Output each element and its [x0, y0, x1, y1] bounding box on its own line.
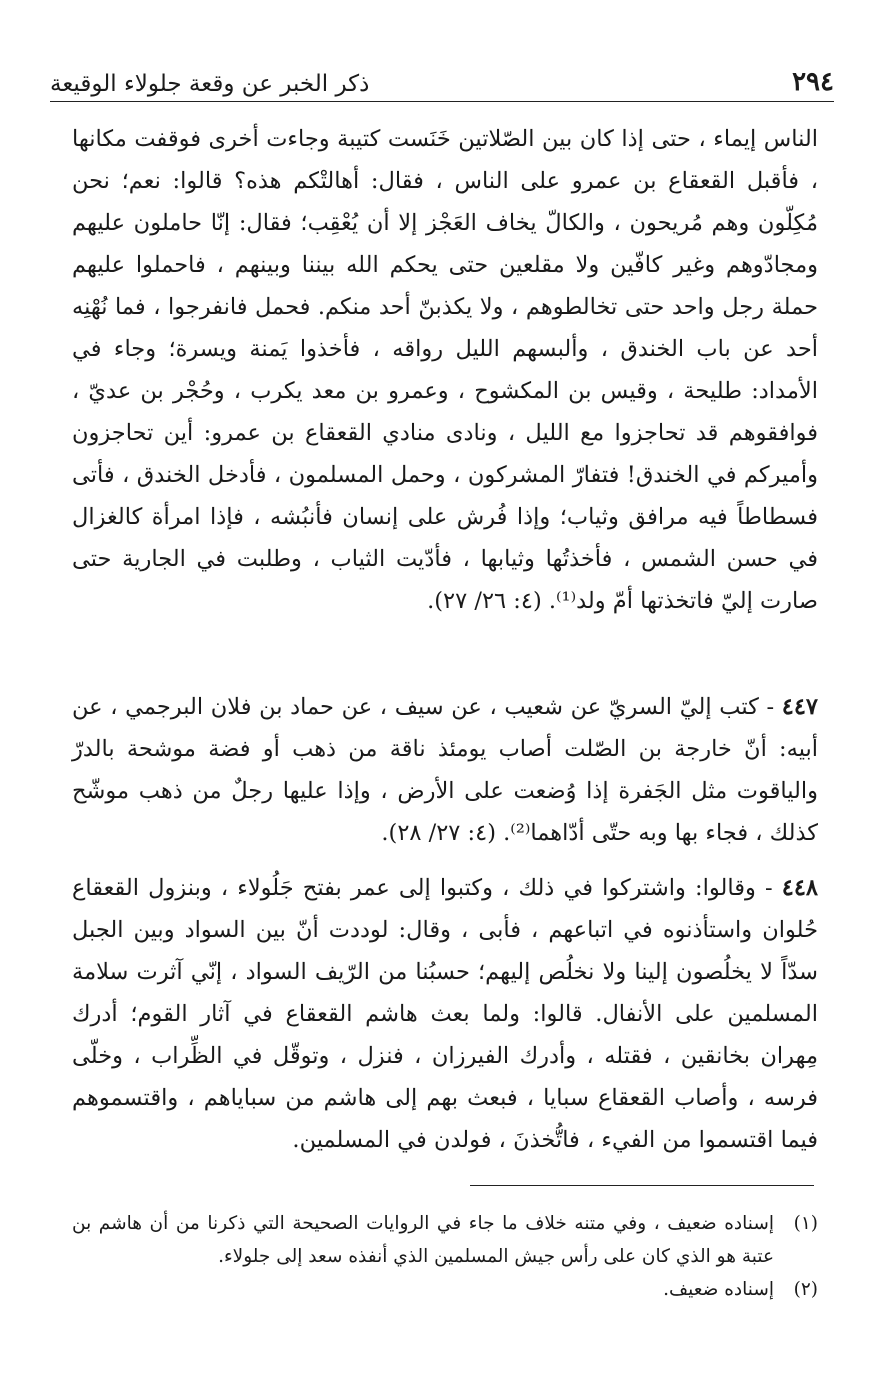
paragraph-continuation — [72, 118, 818, 622]
footnote-text: إسناده ضعيف ، وفي متنه خلاف ما جاء في الروايات الصحيحة التي ذكرنا من أن هاشم بن عتبة هو الذي كان على رأس جيش المسلمين الذي أنفذه سعد إلى جلولاء. — [72, 1213, 774, 1267]
narration-448 — [72, 867, 818, 1161]
footnote-mark: (١) — [793, 1213, 818, 1234]
running-title: ذكر الخبر عن وقعة جلولاء الوقيعة — [50, 71, 370, 97]
narration-number: ٤٤٧ — [781, 694, 818, 720]
page-number: ٢٩٤ — [792, 67, 834, 97]
footnote-1 — [72, 1207, 818, 1273]
paragraph-text: الناس إيماء ، حتى إذا كان بين الصّلاتين خَنَست كتيبة وجاءت أخرى فوقفت مكانها ، فأقبل القعقاع بن عمرو على الناس ، فقال: أهالتْكم هذه؟ قالوا: نعم؛ نحن مُكِلّون وهم مُريحون ، والكالّ يخاف العَجْز إلا أن يُعْقِب؛ فقال: إنّا حاملون عليهم ومجادّوهم وغير كافّين ولا مقلعين حتى يحكم الله بيننا وبينهم ، فاحملوا عليهم حملة رجل واحد حتى تخالطوهم ، ولا يكذبنّ أحد منكم. فحمل فانفرجوا ، فما نُهْنِه أحد عن باب الخندق ، وألبسهم الليل رواقه ، فأخذوا يَمنة ويسرة؛ وجاء في الأمداد: طليحة ، وقيس بن المكشوح ، وعمرو بن معد يكرب ، وحُجْر بن عديّ ، فوافقوهم قد تحاجزوا مع الليل ، ونادى منادي القعقاع بن عمرو: أين تحاجزون وأميركم في الخندق! فتفارّ المشركون ، وحمل المسلمون ، فأدخل الخندق ، فأتى فسطاطاً فيه مرافق وثياب؛ وإذا فُرش على إنسان فأنبُشه ، فإذا امرأة كالغزال في حسن الشمس ، فأخذتُها وثيابها ، فأدّيت الثياب ، وطلبت في الجارية حتى صارت إليّ فاتخذتها أمّ ولد⁽¹⁾. (٤: ٢٦/ ٢٧). — [72, 126, 818, 614]
footnote-2 — [72, 1273, 818, 1306]
paragraph-text: - كتب إليّ السريّ عن شعيب ، عن سيف ، عن حماد بن فلان البرجمي ، عن أبيه: أنّ خارجة بن الصّلت أصاب يومئذ ناقة من ذهب أو فضة موشحة بالدرّ والياقوت مثل الجَفرة إذا وُضعت على الأرض ، وإذا عليها رجلٌ من ذهب موشّح كذلك ، فجاء بها وبه حتّى أدّاهما⁽²⁾. (٤: ٢٧/ ٢٨). — [72, 694, 818, 846]
footnote-text: إسناده ضعيف. — [663, 1279, 774, 1300]
narration-447 — [72, 686, 818, 854]
footnote-divider — [470, 1185, 814, 1186]
narration-number: ٤٤٨ — [781, 875, 819, 901]
footnotes — [72, 1207, 818, 1306]
paragraph-text: - وقالوا: واشتركوا في ذلك ، وكتبوا إلى عمر بفتح جَلُولاء ، وبنزول القعقاع حُلوان واستأذنوه في اتباعهم ، فأبى ، وقال: لوددت أنّ بين السواد وبين الجبل سدّاً لا يخلُصون إلينا ولا نخلُص إليهم؛ حسبُنا من الرّيف السواد ، إنّي آثرت سلامة المسلمين على الأنفال. قالوا: ولما بعث هاشم القعقاع في آثار القوم؛ أدرك مِهران بخانقين ، فقتله ، وأدرك الفيرزان ، فنزل ، وتوقّل في الظِّراب ، وخلّى فرسه ، وأصاب القعقاع سبايا ، فبعث بهم إلى هاشم من سباياهم ، واقتسموهم فيما اقتسموا من الفيء ، فاتُّخذنَ ، فولدن في المسلمين. — [72, 875, 818, 1153]
running-head — [50, 58, 834, 102]
footnote-mark: (٢) — [793, 1279, 818, 1300]
